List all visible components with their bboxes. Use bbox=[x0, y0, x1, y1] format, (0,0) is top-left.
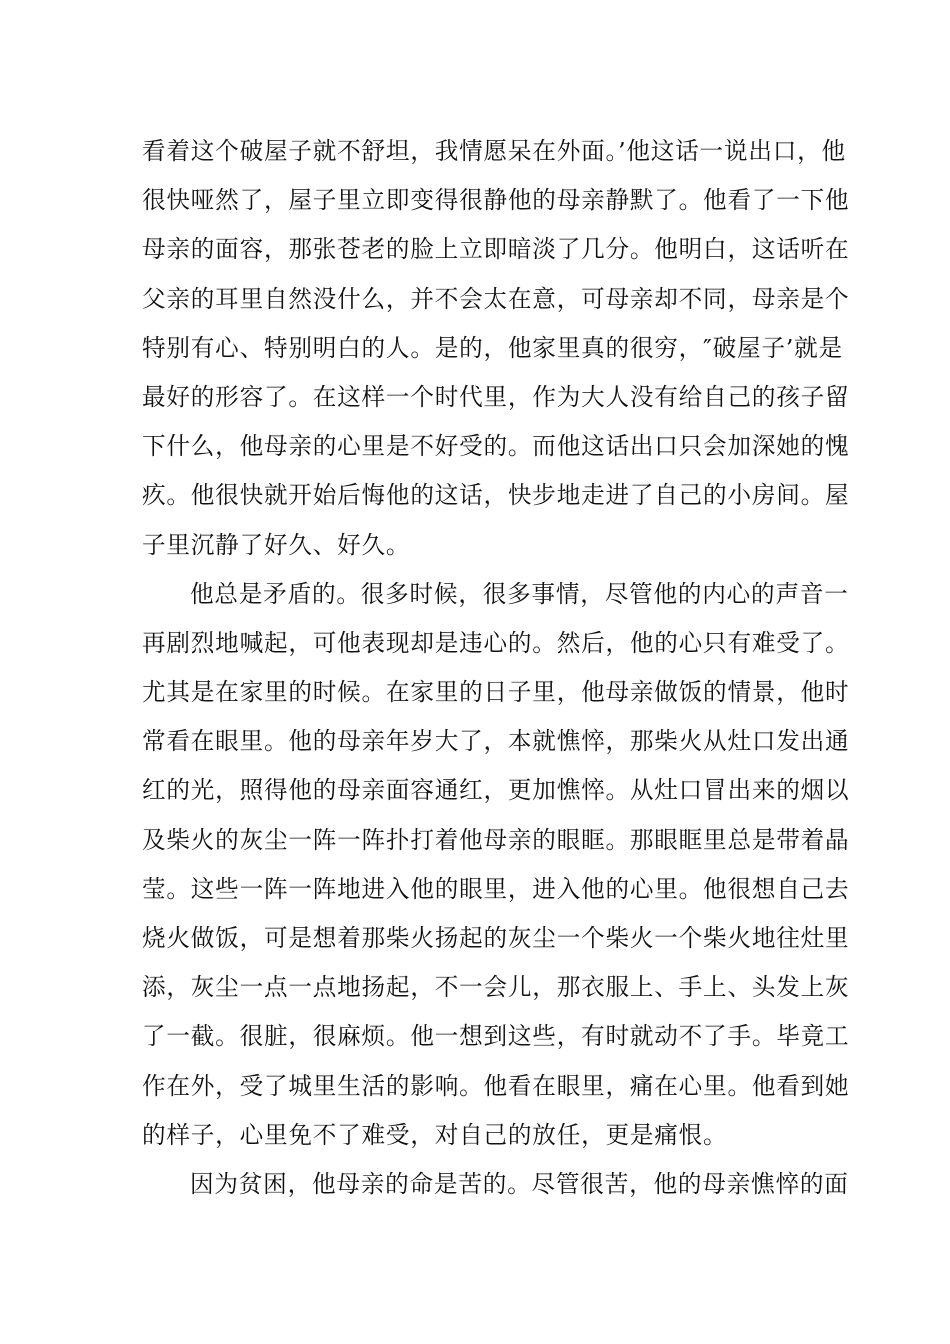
text-line: 下什么，他母亲的心里是不好受的。而他这话出口只会加深她的愧 bbox=[142, 432, 850, 461]
text-line: 作在外，受了城里生活的影响。他看在眼里，痛在心里。他看到她 bbox=[142, 1071, 850, 1100]
text-line: 莹。这些一阵一阵地进入他的眼里，进入他的心里。他很想自己去 bbox=[142, 874, 850, 903]
text-line: 母亲的面容，那张苍老的脸上立即暗淡了几分。他明白，这话听在 bbox=[142, 235, 850, 264]
text-line: 最好的形容了。在这样一个时代里，作为大人没有给自己的孩子留 bbox=[142, 382, 850, 411]
text-line: 了一截。很脏，很麻烦。他一想到这些，有时就动不了手。毕竟工 bbox=[142, 1022, 850, 1051]
paragraph bbox=[142, 570, 850, 1160]
text-line: 看着这个破屋子就不舒坦，我情愿呆在外面。’他这话一说出口，他 bbox=[142, 137, 846, 165]
paragraph bbox=[142, 127, 850, 570]
text-line: 父亲的耳里自然没什么，并不会太在意，可母亲却不同，母亲是个 bbox=[142, 284, 850, 313]
text-line: 及柴火的灰尘一阵一阵扑打着他母亲的眼眶。那眼眶里总是带着晶 bbox=[142, 825, 850, 854]
text-line: 常看在眼里。他的母亲年岁大了，本就憔悴，那柴火从灶口发出通 bbox=[142, 727, 850, 756]
text-line: 再剧烈地喊起，可他表现却是违心的。然后，他的心只有难受了。 bbox=[142, 628, 850, 657]
text-line: 因为贫困，他母亲的命是苦的。尽管很苦，他的母亲憔悴的面 bbox=[190, 1169, 849, 1198]
body-text bbox=[142, 127, 850, 1209]
text-line: 添，灰尘一点一点地扬起，不一会儿，那衣服上、手上、头发上灰 bbox=[142, 973, 850, 1002]
text-line: 红的光，照得他的母亲面容通红，更加憔悴。从灶口冒出来的烟以 bbox=[142, 776, 850, 805]
text-line: 疚。他很快就开始后悔他的这话，快步地走进了自己的小房间。屋 bbox=[142, 481, 850, 510]
text-line: 烧火做饭，可是想着那柴火扬起的灰尘一个柴火一个柴火地往灶里 bbox=[142, 924, 850, 952]
paragraph bbox=[142, 1160, 849, 1209]
text-line: 他总是矛盾的。很多时候，很多事情，尽管他的内心的声音一 bbox=[190, 579, 849, 608]
text-line: 子里沉静了好久、好久。 bbox=[142, 530, 411, 559]
text-line: 的样子，心里免不了难受，对自己的放任，更是痛恨。 bbox=[142, 1120, 728, 1149]
text-line: 很快哑然了，屋子里立即变得很静他的母亲静默了。他看了一下他 bbox=[142, 186, 850, 215]
text-line: 尤其是在家里的时候。在家里的日子里，他母亲做饭的情景，他时 bbox=[142, 678, 850, 707]
text-line: 特别有心、特别明白的人。是的，他家里真的很穷，″破屋子’就是 bbox=[142, 333, 843, 362]
